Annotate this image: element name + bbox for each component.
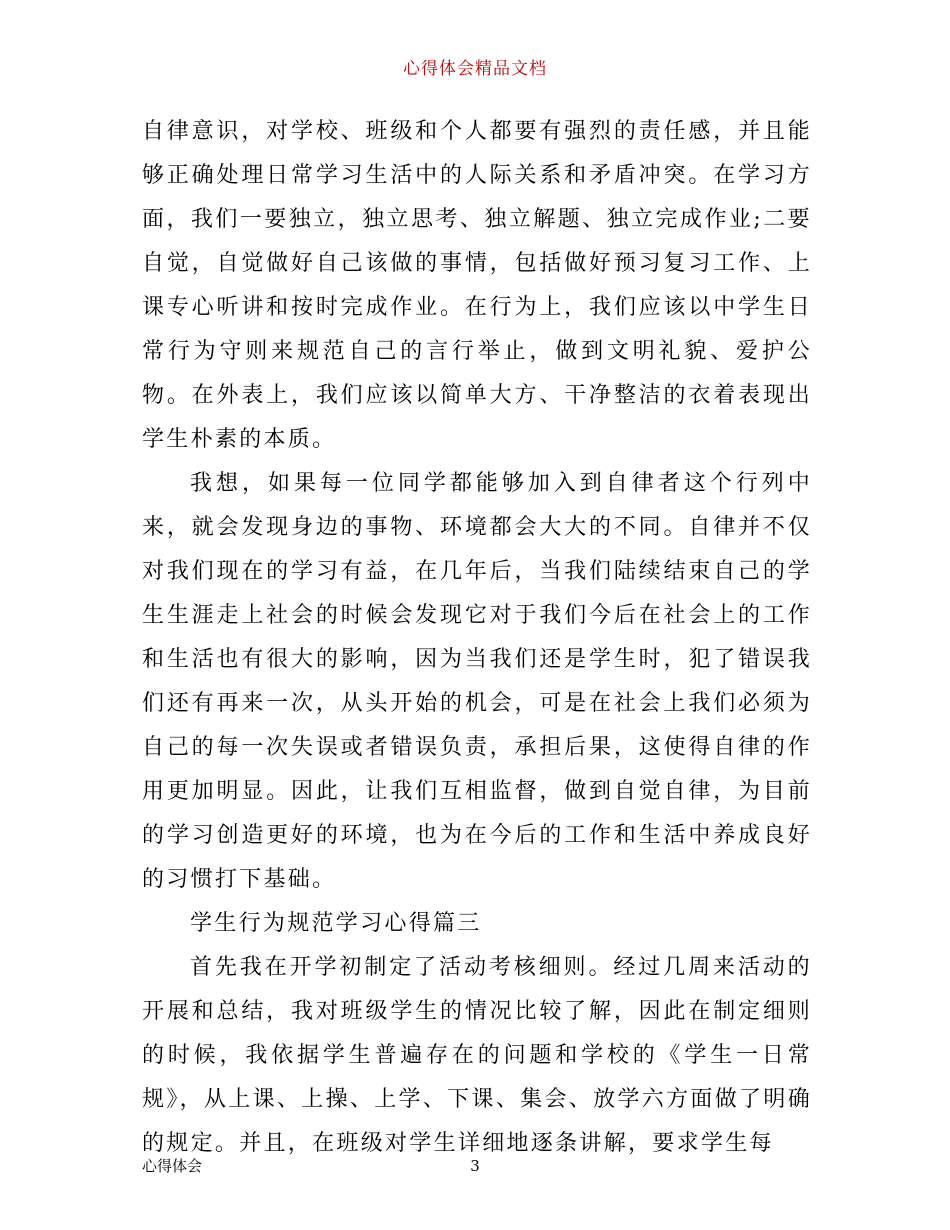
document-body	[142, 110, 812, 1166]
paragraph-continued: 自律意识，对学校、班级和个人都要有强烈的责任感，并且能够正确处理日常学习生活中的人际关系和矛盾冲突。在学习方面，我们一要独立，独立思考、独立解题、独立完成作业;二要自觉，自觉做好自己该做的事情，包括做好预习复习工作、上课专心听讲和按时完成作业。在行为上，我们应该以中学生日常行为守则来规范自己的言行举止，做到文明礼貌、爱护公物。在外表上，我们应该以简单大方、干净整洁的衣着表现出学生朴素的本质。	[142, 119, 812, 452]
paragraph: 我想，如果每一位同学都能够加入到自律者这个行列中来，就会发现身边的事物、环境都会大大的不同。自律并不仅对我们现在的学习有益，在几年后，当我们陆续结束自己的学生生涯走上社会的时候会发现它对于我们今后在社会上的工作和生活也有很大的影响，因为当我们还是学生时，犯了错误我们还有再来一次，从头开始的机会，可是在社会上我们必须为自己的每一次失误或者错误负责，承担后果，这使得自律的作用更加明显。因此，让我们互相监督，做到自觉自律，为目前的学习创造更好的环境，也为在今后的工作和生活中养成良好的习惯打下基础。	[142, 471, 812, 892]
section-heading: 学生行为规范学习心得篇三	[190, 911, 482, 936]
paragraph: 首先我在开学初制定了活动考核细则。经过几周来活动的开展和总结，我对班级学生的情况比较了解，因此在制定细则的时候，我依据学生普遍存在的问题和学校的《学生一日常规》，从上课、上操、上学、下课、集会、放学六方面做了明确的规定。并且，在班级对学生详细地逐条讲解，要求学生每	[142, 955, 812, 1156]
page-number: 3	[470, 1157, 480, 1175]
page-header-title: 心得体会精品文档	[403, 59, 547, 79]
footer-label: 心得体会	[142, 1157, 203, 1175]
page-footer	[0, 1155, 950, 1177]
